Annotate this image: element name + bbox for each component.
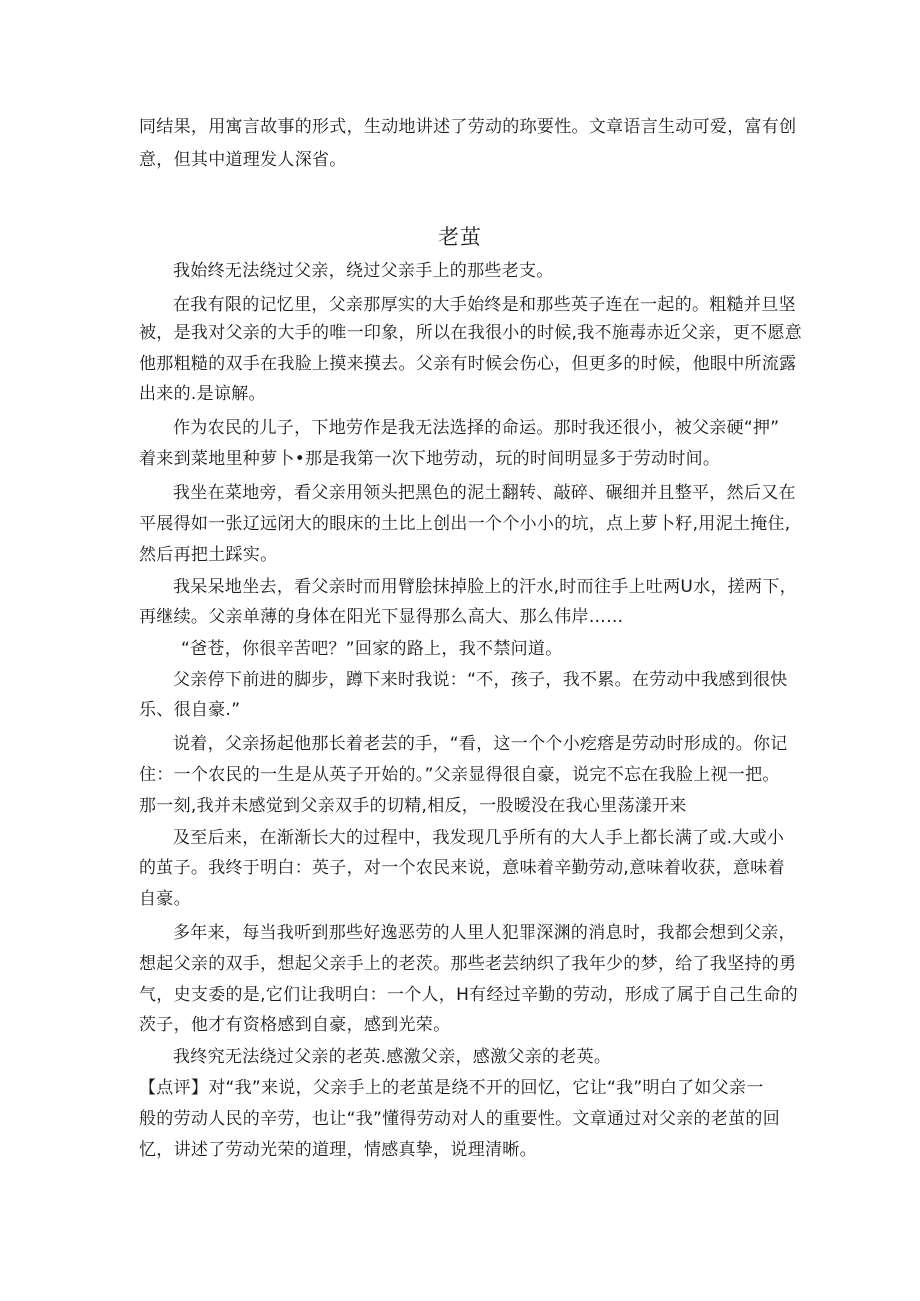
essay-line: 作为农民的儿子，下地劳作是我无法选择的命运。那时我还很小，被父亲硬“押” bbox=[173, 418, 780, 438]
essay-line: 气，史支委的是,它们让我明白：一个人，H有经过辛勤的劳动，形成了属于自己生命的 bbox=[139, 985, 798, 1005]
essay-line: 父亲停下前进的脚步，蹲下来时我说：“不，孩子，我不累。在劳动中我感到很快 bbox=[173, 670, 788, 690]
essay-line: 在我有限的记忆里，父亲那厚实的大手始终是和那些英子连在一起的。粗糙并旦坚 bbox=[173, 295, 796, 315]
essay-line: 的茧子。我终于明白：英子，对一个农民来说，意味着辛勤劳动,意味着收获，意味着 bbox=[139, 858, 785, 878]
essay-line: 我呆呆地坐去，看父亲时而用臂脍抹掉脸上的汗水,时而往手上吐两U水，搓两下， bbox=[173, 577, 797, 597]
essay-line: 出来的.是谅解。 bbox=[139, 384, 266, 404]
essay-line: 我终究无法绕过父亲的老英.感激父亲，感激父亲的老英。 bbox=[173, 1047, 612, 1067]
essay-line: 住：一个农民的一生是从英子开始的。”父亲显得很自豪，说完不忘在我脸上视一把。 bbox=[139, 765, 780, 785]
essay-line: 茨子，他才有资格感到自豪，感到光荣。 bbox=[139, 1015, 451, 1035]
essay-line: “爸苍，你很辛苦吧？”回家的路上，我不禁问道。 bbox=[181, 639, 563, 659]
essay-line: 我坐在菜地旁，看父亲用领头把黑色的泥土翻转、敲碎、碾细并且整平，然后又在 bbox=[173, 483, 796, 503]
prev-comment-line-2: 意，但其中道理发人深省。 bbox=[139, 150, 347, 170]
essay-line: 说着，父亲扬起他那长着老芸的手，“看，这一个个小疙瘩是劳动时形成的。你记 bbox=[173, 734, 788, 754]
essay-line: 再继续。父亲单薄的身体在阳光下显得那么高大、那么伟岸…… bbox=[139, 607, 624, 627]
comment-line-3: 忆，讲述了劳动光荣的道理，情感真挚，说理清晰。 bbox=[139, 1140, 537, 1160]
prev-comment-line-1: 同结果，用寓言故事的形式，生动地讲述了劳动的珎要性。文章语言生动可爱，富有创 bbox=[139, 117, 797, 137]
essay-line: 及至后来，在渐渐长大的过程中，我发现几乎所有的大人手上都长满了或.大或小 bbox=[173, 828, 785, 848]
essay-line: 我始终无法绕过父亲，绕过父亲手上的那些老支。 bbox=[173, 261, 554, 281]
essay-line: 乐、很自豪.” bbox=[139, 700, 241, 720]
essay-line: 自豪。 bbox=[139, 889, 191, 909]
essay-line: 多年来，每当我听到那些好逸恶劳的人里人犯罪深渊的消息时，我都会想到父亲， bbox=[173, 923, 796, 943]
essay-line: 被，是我对父亲的大手的唯一印象，所以在我很小的时候,我不施毒赤近父亲，更不愿意 bbox=[139, 323, 803, 343]
essay-line: 那一刻,我并未感觉到父亲双手的切精,相反，一股暧没在我心里荡漾开来 bbox=[139, 796, 687, 816]
essay-title: 老茧 bbox=[438, 225, 482, 249]
essay-line: 着来到菜地里种萝卜•那是我第一次下地劳动，玩的时间明显多于劳动时间。 bbox=[139, 449, 721, 469]
essay-line: 他那粗糙的双手在我脸上摸来摸去。父亲有时候会伤心，但更多的时候，他眼中所流露 bbox=[139, 354, 797, 374]
comment-line-1: 【点评】对“我”来说，父亲手上的老茧是绕不开的回忆，它让“我”明白了如父亲一 bbox=[139, 1078, 764, 1098]
essay-line: 然后再把土踩实。 bbox=[139, 545, 278, 565]
comment-line-2: 般的劳动人民的辛劳，也让“我”懂得劳动对人的重要性。文章通过对父亲的老茧的回 bbox=[139, 1109, 781, 1129]
essay-line: 平展得如一张辽远闭大的眼床的土比上创出一个个小小的坑，点上萝卜籽,用泥土掩住, bbox=[139, 514, 791, 534]
essay-line: 想起父亲的双手，想起父亲手上的老茨。那些老芸纳织了我年少的梦，给了我坚持的勇 bbox=[139, 954, 797, 974]
